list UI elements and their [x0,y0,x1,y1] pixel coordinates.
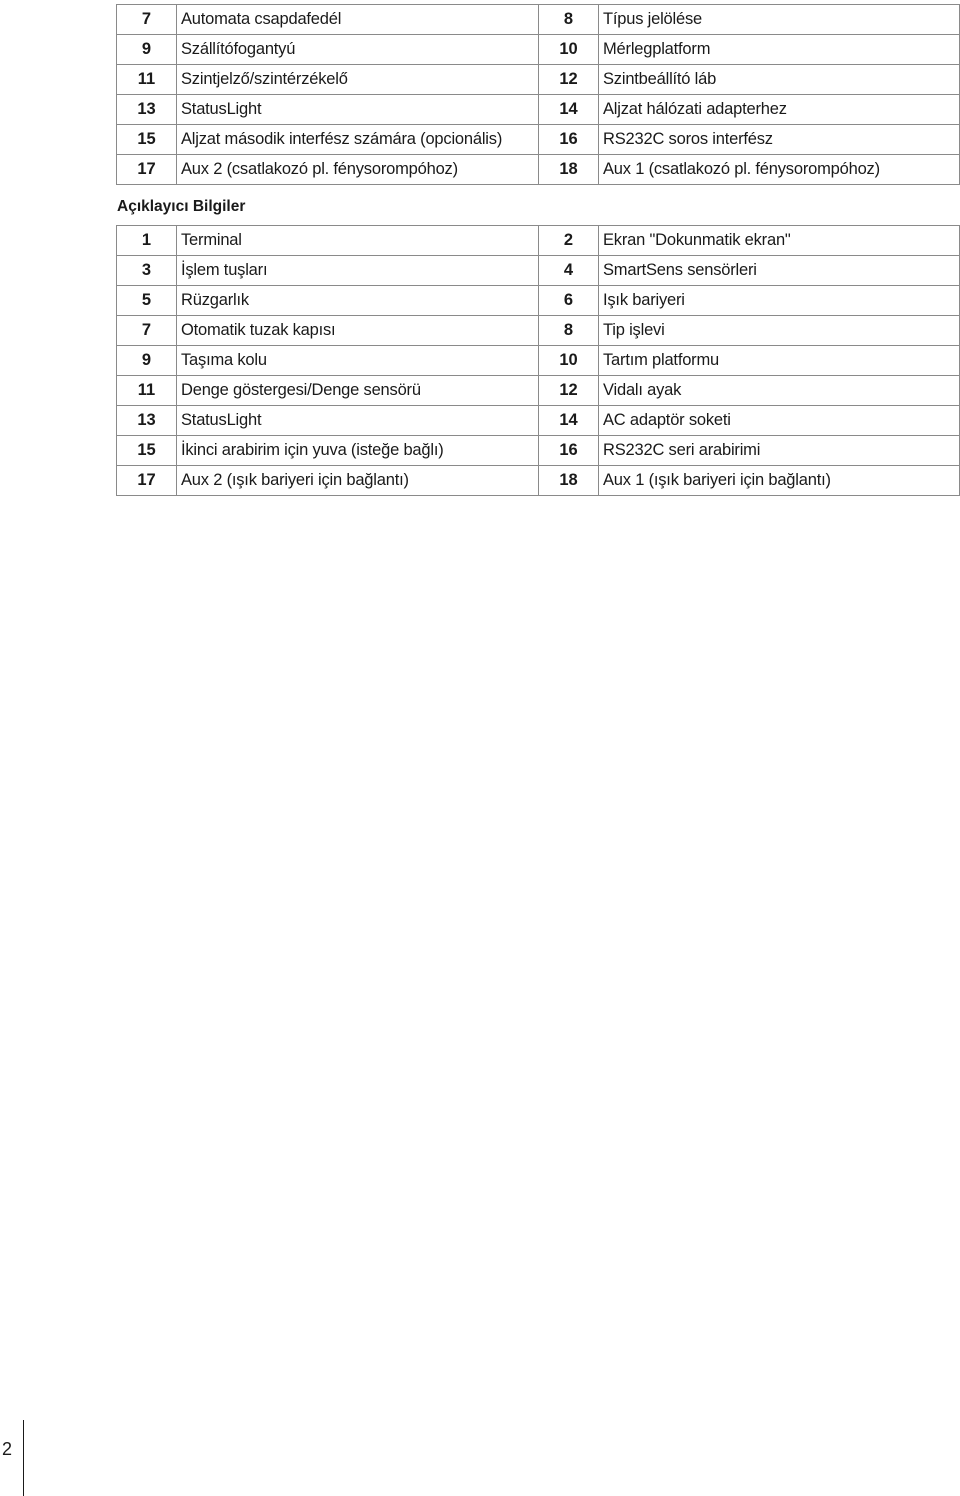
item-number: 17 [117,155,177,185]
legend-table-turkish [116,225,960,496]
item-number: 15 [117,125,177,155]
table-row [117,406,960,436]
item-number: 4 [539,256,599,286]
item-description: Denge göstergesi/Denge sensörü [177,376,539,406]
section-heading: Açıklayıcı Bilgiler [117,198,246,215]
item-number: 9 [117,346,177,376]
item-number: 7 [117,5,177,35]
item-description: Aux 2 (ışık bariyeri için bağlantı) [177,466,539,496]
table-row [117,226,960,256]
item-number: 15 [117,436,177,466]
item-description: Szintjelző/szintérzékelő [177,65,539,95]
table-row [117,5,960,35]
item-description: İşlem tuşları [177,256,539,286]
item-description: RS232C soros interfész [599,125,960,155]
table-row [117,35,960,65]
legend-table-body [117,226,960,496]
item-description: Işık bariyeri [599,286,960,316]
item-number: 8 [539,316,599,346]
table-row [117,346,960,376]
item-description: StatusLight [177,406,539,436]
item-description: Tip işlevi [599,316,960,346]
item-description: Szállítófogantyú [177,35,539,65]
legend-table-body [117,5,960,185]
item-description: RS232C seri arabirimi [599,436,960,466]
table-row [117,95,960,125]
item-description: Aux 1 (csatlakozó pl. fénysorompóhoz) [599,155,960,185]
item-number: 13 [117,95,177,125]
item-description: Ekran "Dokunmatik ekran" [599,226,960,256]
item-number: 9 [117,35,177,65]
item-description: Szintbeállító láb [599,65,960,95]
item-number: 12 [539,65,599,95]
item-number: 6 [539,286,599,316]
table-row [117,316,960,346]
item-description: Vidalı ayak [599,376,960,406]
item-number: 13 [117,406,177,436]
table-row [117,376,960,406]
item-description: Terminal [177,226,539,256]
item-number: 8 [539,5,599,35]
table-row [117,436,960,466]
item-description: Típus jelölése [599,5,960,35]
item-number: 2 [539,226,599,256]
item-description: Rüzgarlık [177,286,539,316]
item-number: 10 [539,346,599,376]
item-description: İkinci arabirim için yuva (isteğe bağlı) [177,436,539,466]
item-description: Automata csapdafedél [177,5,539,35]
table-row [117,155,960,185]
item-number: 17 [117,466,177,496]
item-description: Aljzat második interfész számára (opcionális) [177,125,539,155]
item-description: StatusLight [177,95,539,125]
legend-table-hungarian [116,4,960,185]
item-number: 11 [117,376,177,406]
item-number: 10 [539,35,599,65]
item-number: 14 [539,95,599,125]
item-number: 12 [539,376,599,406]
item-description: Taşıma kolu [177,346,539,376]
table-row [117,466,960,496]
item-number: 14 [539,406,599,436]
item-description: Tartım platformu [599,346,960,376]
item-description: Aux 2 (csatlakozó pl. fénysorompóhoz) [177,155,539,185]
item-description: Aux 1 (ışık bariyeri için bağlantı) [599,466,960,496]
item-number: 16 [539,436,599,466]
item-number: 7 [117,316,177,346]
table-row [117,286,960,316]
item-number: 5 [117,286,177,316]
item-description: Otomatik tuzak kapısı [177,316,539,346]
item-description: AC adaptör soketi [599,406,960,436]
item-number: 11 [117,65,177,95]
page-number: 2 [2,1439,13,1459]
item-number: 3 [117,256,177,286]
item-number: 16 [539,125,599,155]
item-number: 1 [117,226,177,256]
item-number: 18 [539,155,599,185]
item-description: SmartSens sensörleri [599,256,960,286]
table-row [117,65,960,95]
item-description: Mérlegplatform [599,35,960,65]
table-row [117,125,960,155]
item-number: 18 [539,466,599,496]
item-description: Aljzat hálózati adapterhez [599,95,960,125]
table-row [117,256,960,286]
page-margin-rule [23,1420,24,1496]
